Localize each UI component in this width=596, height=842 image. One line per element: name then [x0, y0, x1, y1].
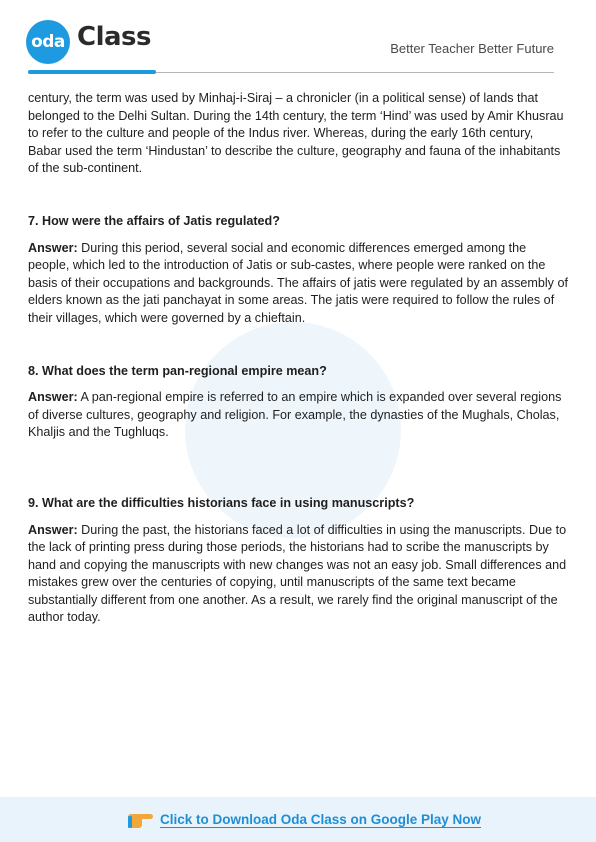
page-header: [0, 0, 596, 80]
question-9: 9. What are the difficulties historians face in using manuscripts?: [28, 495, 415, 510]
question-8: 8. What does the term pan-regional empire mean?: [28, 363, 327, 378]
download-banner: [0, 797, 596, 842]
answer-label: Answer:: [28, 522, 78, 537]
header-divider-accent: [28, 70, 156, 74]
answer-9: [28, 522, 568, 628]
download-app-link[interactable]: Click to Download Oda Class on Google Play Now: [160, 811, 482, 827]
answer-8: [28, 389, 568, 442]
question-7: 7. How were the affairs of Jatis regulated?: [28, 213, 280, 228]
answer-7: [28, 240, 568, 328]
document-body: [28, 90, 568, 627]
download-link-container[interactable]: [128, 807, 481, 831]
header-tagline: Better Teacher Better Future: [390, 41, 554, 56]
logo-text[interactable]: Class: [77, 22, 151, 52]
answer-text: During the past, the historians faced a lot of difficulties in using the manuscripts. Due to the lack of printing press during those periods, the historians had to scribe the manuscripts by hand and copying the manuscripts with new changes was not an easy job. Small differences and mistakes grew over the centuries of copying, until manuscripts of the same text became substantially different from one another. As a result, we rarely find the original manuscript of the author today.: [28, 522, 567, 625]
oda-logo-icon[interactable]: oda: [26, 20, 70, 64]
answer-label: Answer:: [28, 240, 78, 255]
answer-label: Answer:: [28, 390, 78, 405]
answer-text: During this period, several social and economic differences emerged among the people, which led to the introduction of Jatis or sub-castes, where people were ranked on the basis of their occupations and backgrounds. The affairs of jatis were regulated by an assembly of elders known as the jati panchayat in some areas. The jatis were required to follow the rules of their villages, which were governed by a chieftain.: [28, 240, 568, 325]
pointing-hand-icon[interactable]: [128, 808, 154, 830]
answer-text: A pan-regional empire is referred to an empire which is expanded over several regions of diverse cultures, geography and religion. For example, the dynasties of the Mughals, Cholas, Khaljis and the Tughluqs.: [28, 390, 562, 440]
intro-paragraph: century, the term was used by Minhaj-i-Siraj – a chronicler (in a political sense) of lands that belonged to the Delhi Sultan. During the 14th century, the term ‘Hind’ was used by Amir Khusrau to refer to the culture and people of the Indus river. Whereas, during the early 16th century, Babar used the term ‘Hindustan’ to describe the culture, geography and fauna of the inhabitants of the sub-continent.: [28, 91, 564, 176]
